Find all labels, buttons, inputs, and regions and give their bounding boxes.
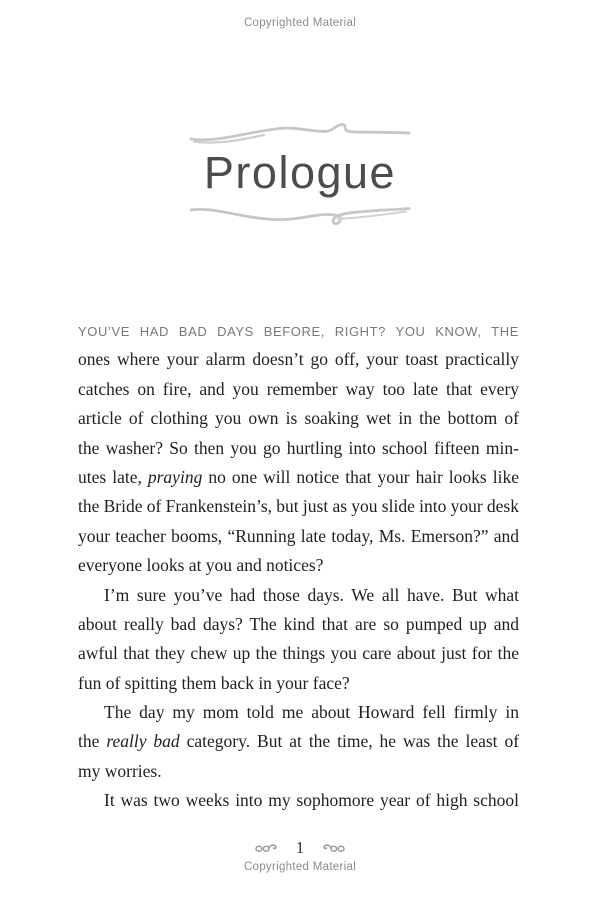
text-segment: catches on fire, and you remember way too late that every [78, 378, 520, 399]
body-line [78, 492, 519, 521]
body-line [78, 375, 519, 404]
body-line [78, 669, 519, 698]
text-segment: category. But at the time, he was the least of [179, 731, 520, 752]
text-segment: no one will notice that your hair looks like [202, 466, 519, 487]
body-line [78, 345, 519, 374]
copyright-notice-top: Copyrighted Material [243, 17, 357, 29]
line-content [78, 526, 519, 546]
copyright-notice-bottom: Copyrighted Material [243, 861, 357, 873]
body-line [78, 404, 519, 433]
body-line [78, 434, 519, 463]
body-line [78, 316, 519, 345]
text-segment: It was two weeks into my sophomore year of high school [104, 790, 519, 811]
text-segment: everyone looks at you and notices? [78, 555, 324, 576]
text-segment: The day my mom told me about Howard fell firmly in [104, 702, 519, 723]
footer [0, 839, 600, 857]
text-segment: article of clothing you own is soaking wet in the bottom of [78, 408, 519, 429]
text-segment: about really bad days? The kind that are so pumped up and [78, 613, 519, 634]
chapter-title: Prologue [203, 147, 397, 198]
line-content [78, 731, 519, 751]
body-line [78, 727, 519, 756]
line-content [78, 349, 519, 369]
body-line [78, 786, 519, 815]
text-segment: the Bride of Frankenstein’s, but just as you slide into your desk [78, 496, 519, 517]
line-content [104, 585, 519, 605]
text-segment: I’m sure you’ve had those days. We all have. But what [104, 584, 519, 605]
body-text [78, 316, 519, 816]
text-segment: really bad [106, 731, 180, 752]
line-content [78, 673, 350, 693]
line-content [78, 496, 519, 516]
line-content [78, 555, 323, 575]
body-line [78, 639, 519, 668]
text-segment: awful that they chew up the things you care about just for the [78, 643, 519, 664]
text-segment: ones where your alarm doesn’t go off, your toast practically [78, 349, 520, 370]
footer-swirl-left-icon [253, 842, 279, 854]
page-number: 1 [295, 838, 305, 857]
body-line [78, 522, 519, 551]
text-segment: my worries. [78, 760, 162, 781]
line-content [78, 614, 519, 634]
body-line [78, 463, 519, 492]
line-content [78, 467, 519, 487]
footer-swirl-right-icon [321, 842, 347, 854]
line-content [78, 320, 519, 340]
text-segment: the washer? So then you go hurtling into school fifteen min- [78, 437, 519, 458]
body-line [78, 551, 519, 580]
opening-phrase: YOU’VE HAD BAD DAYS BEFORE, RIGHT? YOU KNOW, THE [78, 324, 519, 339]
body-line [78, 757, 519, 786]
text-segment: the [78, 731, 107, 752]
line-content [78, 761, 162, 781]
line-content [78, 379, 519, 399]
text-segment: utes late, [78, 466, 148, 487]
title-flourish-top-icon [188, 119, 412, 146]
body-line [78, 698, 519, 727]
line-content [78, 438, 519, 458]
line-content [104, 702, 519, 722]
line-content [104, 790, 519, 810]
body-line [78, 581, 519, 610]
title-flourish-bottom-icon [188, 201, 412, 233]
line-content [78, 408, 519, 428]
body-line [78, 610, 519, 639]
line-content [78, 643, 519, 663]
text-segment: praying [147, 466, 203, 487]
text-segment: fun of spitting them back in your face? [78, 672, 350, 693]
text-segment: your teacher booms, “Running late today, Ms. Emerson?” and [78, 525, 520, 546]
